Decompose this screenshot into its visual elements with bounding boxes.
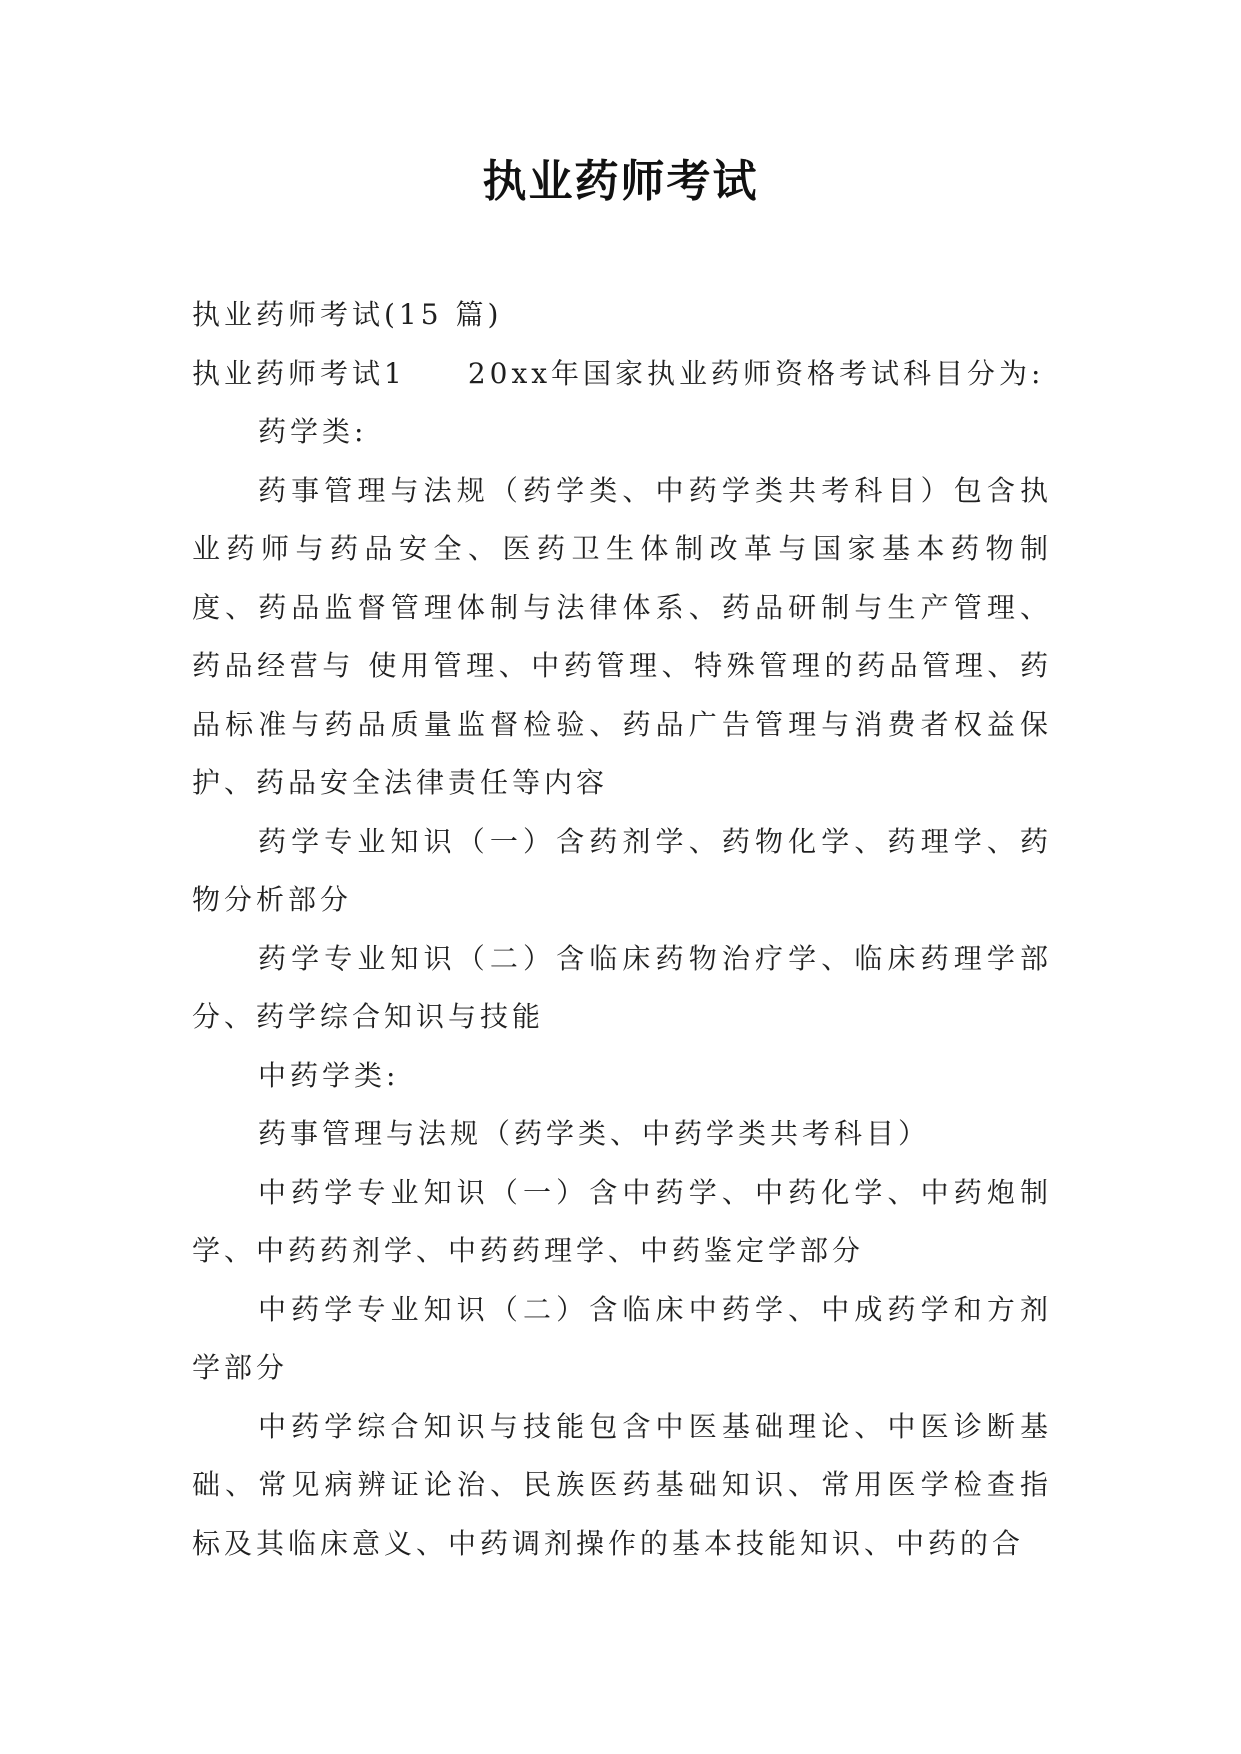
section-heading: 执业药师考试1 [192,356,406,390]
paragraph: 药学类: [258,415,368,448]
paragraph: 中药学类: [258,1058,400,1092]
section-intro-line [192,345,1052,404]
paragraph: 药学专业知识（二）含临床药物治疗学、临床药理学部分、药学综合知识与技能 [192,941,1052,1033]
section-intro: 20xx年国家执业药师资格考试科目分为: [467,356,1045,390]
document-body [192,286,1052,1573]
paragraph: 药事管理与法规（药学类、中药学类共考科目）包含执业药师与药品安全、医药卫生体制改革与国家基本药物制度、药品监督管理体制与法律体系、药品研制与生产管理、药品经营与 使用管理、中药管理、特殊管理的药品管理、药品标准与药品质量监督检验、药品广告管理与消费者权益保护、药品安全法律责任等内容 [192,473,1052,799]
document-subtitle: 执业药师考试(15 篇) [192,298,503,331]
paragraph: 中药学综合知识与技能包含中医基础理论、中医诊断基础、常见病辨证论治、民族医药基础知识、常用医学检查指标及其临床意义、中药调剂操作的基本技能知识、中药的合 [192,1409,1052,1560]
paragraph: 药事管理与法规（药学类、中药学类共考科目） [258,1117,931,1150]
paragraph: 药学专业知识（一）含药剂学、药物化学、药理学、药物分析部分 [192,824,1052,916]
paragraph: 中药学专业知识（二）含临床中药学、中成药学和方剂学部分 [192,1292,1052,1384]
document-title: 执业药师考试 [482,156,759,207]
paragraph: 中药学专业知识（一）含中药学、中药化学、中药炮制学、中药药剂学、中药药理学、中药鉴定学部分 [192,1175,1052,1267]
